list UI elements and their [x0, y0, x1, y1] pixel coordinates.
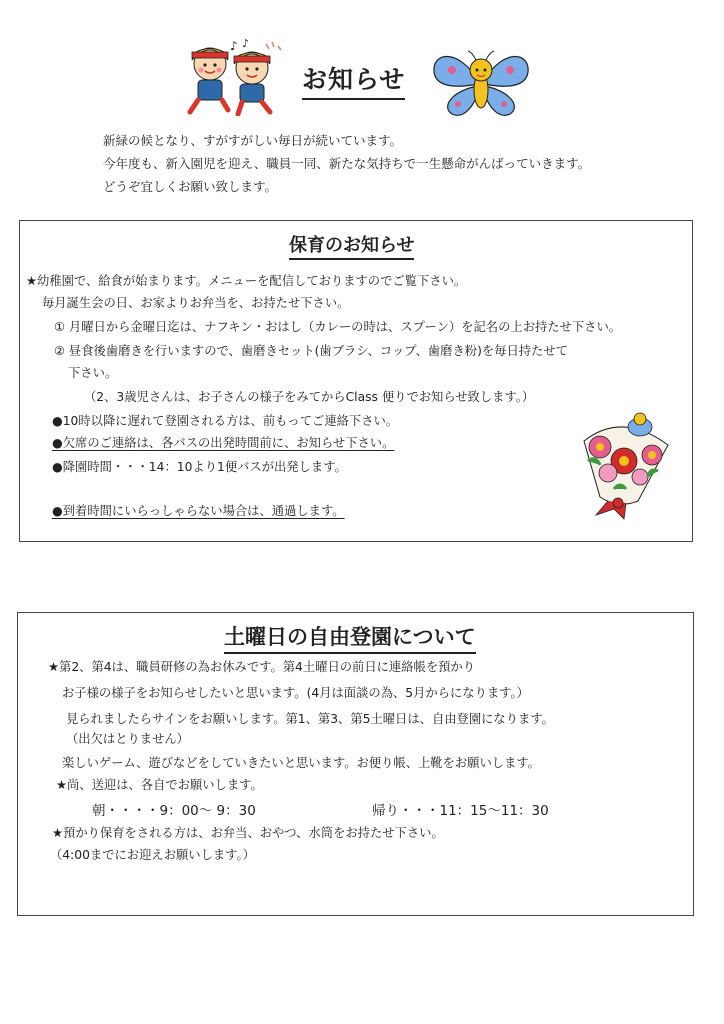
- svg-text:♪: ♪: [230, 39, 238, 53]
- saturday-line: 見られましたらサインをお願いします。第1、第3、第5土曜日は、自由登園になります。: [66, 712, 554, 726]
- intro-line: 新緑の候となり、すがすがしい毎日が続いています。: [103, 133, 403, 148]
- svg-text:♪: ♪: [242, 38, 250, 50]
- saturday-attendance-title: 土曜日の自由登園について: [224, 621, 476, 654]
- butterfly-illustration: [428, 48, 534, 118]
- saturday-line: お子様の様子をお知らせしたいと思います。(4月は面談の為、5月からになります。）: [62, 686, 529, 700]
- saturday-attendance-box: [17, 612, 694, 916]
- notice-line: （2、3歳児さんは、お子さんの様子をみてからClass 便りでお知らせ致します。）: [84, 390, 535, 404]
- notice-line: ●10時以降に遅れて登園される方は、前もってご連絡下さい。: [52, 414, 399, 428]
- childcare-notice-box: [19, 220, 693, 542]
- saturday-line: （出欠はとりません）: [66, 732, 189, 746]
- intro-line: どうぞ宜しくお願い致します。: [103, 179, 278, 194]
- notice-line: ② 昼食後歯磨きを行いますので、歯磨きセット(歯ブラシ、コップ、歯磨き粉)を毎日持たせて: [54, 344, 568, 358]
- morning-time: 朝・・・・9：00～ 9：30: [92, 803, 256, 819]
- flower-bouquet-illustration: [568, 401, 676, 521]
- childcare-notice-title: 保育のお知らせ: [289, 231, 414, 260]
- intro-line: 今年度も、新入園児を迎え、職員一同、新たな気持ちで一生懸命がんばっていきます。: [103, 156, 591, 171]
- notice-line: 下さい。: [68, 366, 118, 380]
- return-time: 帰り・・・11：15～11：30: [372, 803, 549, 819]
- saturday-line: ★第2、第4は、職員研修の為お休みです。第4土曜日の前日に連絡帳を預かり: [48, 660, 476, 674]
- notice-line: ●到着時間にいらっしゃらない場合は、通過します。: [52, 504, 345, 518]
- kids-running-illustration: [180, 38, 290, 116]
- saturday-line: （4:00までにお迎えお願いします。）: [50, 848, 255, 862]
- saturday-line: ★尚、送迎は、各自でお願いします。: [56, 778, 263, 792]
- notice-line: 毎月誕生会の日、お家よりお弁当を、お持たせ下さい。: [42, 296, 350, 310]
- saturday-line: 楽しいゲーム、遊びなどをしていきたいと思います。お便り帳、上靴をお願いします。: [62, 756, 540, 770]
- notice-line: ① 月曜日から金曜日迄は、ナフキン・おはし（カレーの時は、スプーン）を記名の上お持たせ下さい。: [54, 320, 622, 334]
- notice-line: ★幼稚園で、給食が始まります。メニューを配信しておりますのでご覧下さい。: [26, 274, 467, 288]
- notice-line: ●欠席のご連絡は、各バスの出発時間前に、お知らせ下さい。: [52, 436, 395, 450]
- saturday-line: ★預かり保育をされる方は、お弁当、おやつ、水筒をお持たせ下さい。: [52, 826, 444, 840]
- page-title: お知らせ: [302, 60, 405, 100]
- notice-line: ●降園時間・・・14：10より1便バスが出発します。: [52, 460, 347, 474]
